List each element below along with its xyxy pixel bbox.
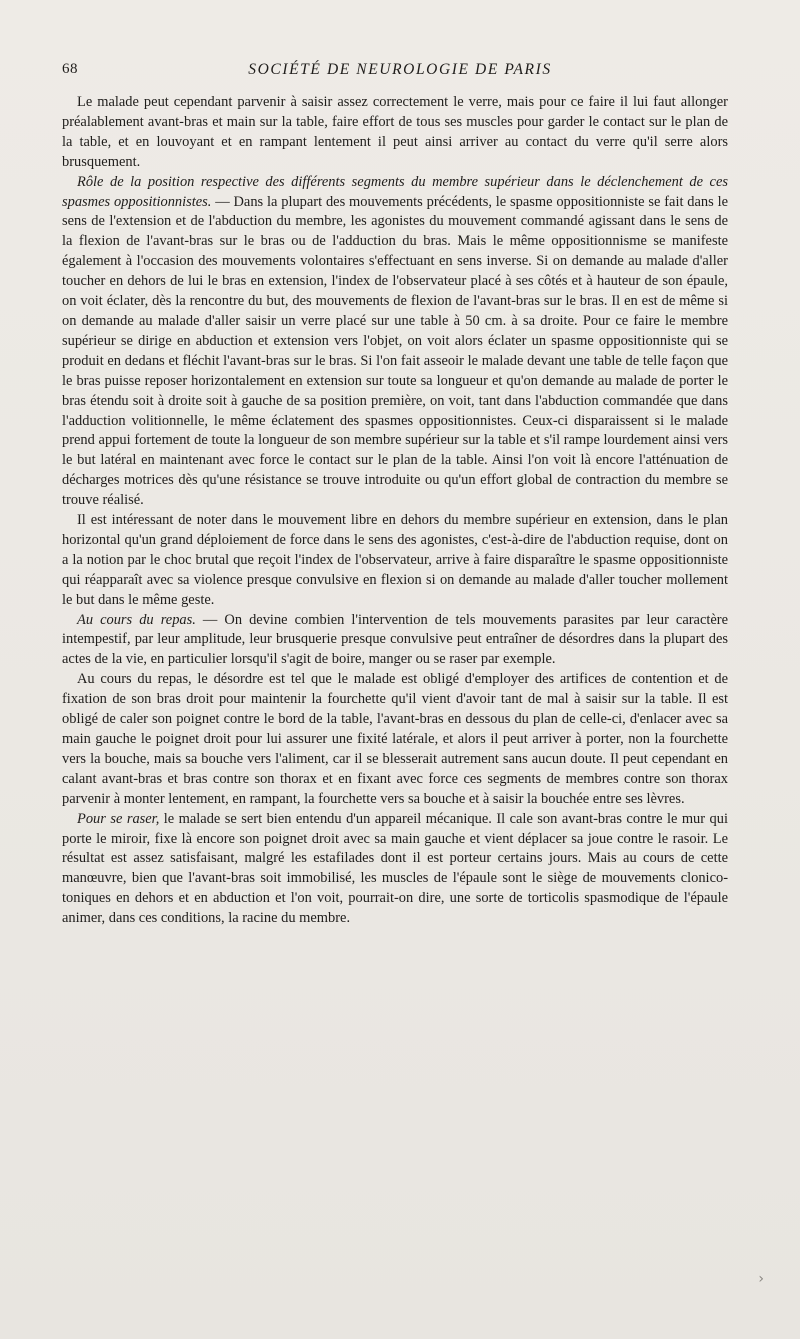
paragraph-3 [62,511,728,611]
paragraph-1 [62,93,728,173]
paragraph-2-text: — Dans la plupart des mouvements précédents, le spasme oppositionniste se fait dans le sens de l'extension et de l'abduction du membre, les agonistes du mouvement commandé agissant dans le sens de la flexion de l'avant-bras sur le bras ou de l'adduction du bras. Mais le même oppositionnisme se manifeste également à l'occasion des mouvements volontaires s'effectuant en sens inverse. Si on demande au malade d'aller toucher en dehors de lui le bras en extension, l'index de l'observateur placé à ses côtés et à hauteur de son épaule, on voit éclater, dès la rencontre du but, des mouvements de flexion de l'avant-bras sur le bras. Il en est de même si on demande au malade d'aller saisir un verre placé sur une table à 50 cm. à sa droite. Pour ce faire le membre supérieur se dirige en abduction et extension vers l'objet, on voit alors éclater un spasme oppositionniste qui se produit en dedans et fléchit l'avant-bras sur le bras. Si l'on fait asseoir le malade devant une table de telle façon que le bras puisse reposer horizontalement en extension sur toute sa longueur et qu'on demande au malade de porter le bras étendu soit à droite soit à gauche de sa position première, on voit, tant dans l'abduction commandée que dans l'adduction volitionnelle, le même éclatement des spasmes oppositionnistes. Ceux-ci disparaissent si le malade prend appui fortement de toute la longueur de son membre supérieur sur la table et s'il rampe lourdement ainsi vers le but latéral en maintenant avec force le contact sur le plan de la table. Ainsi l'on voit là encore l'atténuation de décharges motrices dès qu'une résistance se trouve introduite ou qu'un effort global de contraction du membre se trouve réalisé. [62,193,728,509]
paragraph-5-text: Au cours du repas, le désordre est tel que le malade est obligé d'employer des artifices de contention et de fixation de son bras droit pour maintenir la fourchette qu'il vient d'avoir tant de mal à saisir sur la table. Il est obligé de caler son poignet contre le bord de la table, l'avant-bras en dessous du plan de celle-ci, d'enlacer avec sa main gauche le poignet droit pour lui assurer une fixité latérale, et alors il peut arriver à porter, non la fourchette vers la bouche, mais sa bouche vers l'aliment, car il se blesserait autrement sans aucun doute. Il peut cependant en calant avant-bras et bras contre son thorax et en fixant avec force ces segments de membres contre son thorax parvenir à monter lentement, en rampant, la fourchette vers sa bouche et à saisir la bouchée entre ses lèvres. [62,671,728,807]
paragraph-6 [62,810,728,929]
paragraph-4 [62,611,728,671]
paragraph-6-heading: Pour se raser, [77,810,160,827]
margin-mark: › [758,1271,764,1287]
running-title: SOCIÉTÉ DE NEUROLOGIE DE PARIS [248,61,552,78]
page-number: 68 [62,61,78,77]
paragraph-6-text: le malade se sert bien entendu d'un appareil mécanique. Il cale son avant-bras contre le mur qui porte le miroir, fixe là encore son poignet droit avec sa main gauche et vient déplacer sa joue contre le rasoir. Le résultat est assez satisfaisant, malgré les estafilades dont il est porteur certains jours. Mais au cours de cette manœuvre, bien que l'avant-bras soit immobilisé, les muscles de l'épaule sont le siège de mouvements clonico-toniques en dehors et en abduction et l'on voit, pourrait-on dire, une sorte de torticolis spasmodique de l'épaule animer, dans ces conditions, la racine du membre. [62,810,728,927]
paragraph-2 [62,173,728,511]
paragraph-5 [62,670,728,809]
page-header [62,61,738,83]
paragraph-4-heading: Au cours du repas. [77,611,196,628]
paragraph-4-text: — On devine combien l'intervention de tels mouvements parasites par leur caractère intempestif, par leur amplitude, leur brusquerie presque convulsive peut entraîner de désordres dans la plupart des actes de la vie, en particulier lorsqu'il s'agit de boire, manger ou se raser par exemple. [62,611,728,668]
paragraph-3-text: Il est intéressant de noter dans le mouvement libre en dehors du membre supérieur en extension, dans le plan horizontal qu'un grand déploiement de force dans le sens des agonistes, c'est-à-dire de l'abduction requise, dont on a la notion par le choc brutal que reçoit l'index de l'observateur, arrive à faire disparaître le spasme oppositionniste qui réapparaît avec sa violence presque convulsive en flexion si on demande au malade d'aller toucher mollement le but dans le même geste. [62,512,728,608]
paragraph-2-heading: Rôle de la position respective des différents segments du membre supérieur dans le déclenchement de ces spasmes oppositionnistes. [62,173,728,210]
paragraph-1-text: Le malade peut cependant parvenir à saisir assez correctement le verre, mais pour ce faire il lui faut allonger préalablement avant-bras et main sur la table, faire effort de tous ses muscles pour garder le contact sur le plan de la table, et en louvoyant et en rampant lentement il peut ainsi arriver au contact du verre qu'il serre alors brusquement. [62,94,728,170]
article-body [62,93,728,929]
